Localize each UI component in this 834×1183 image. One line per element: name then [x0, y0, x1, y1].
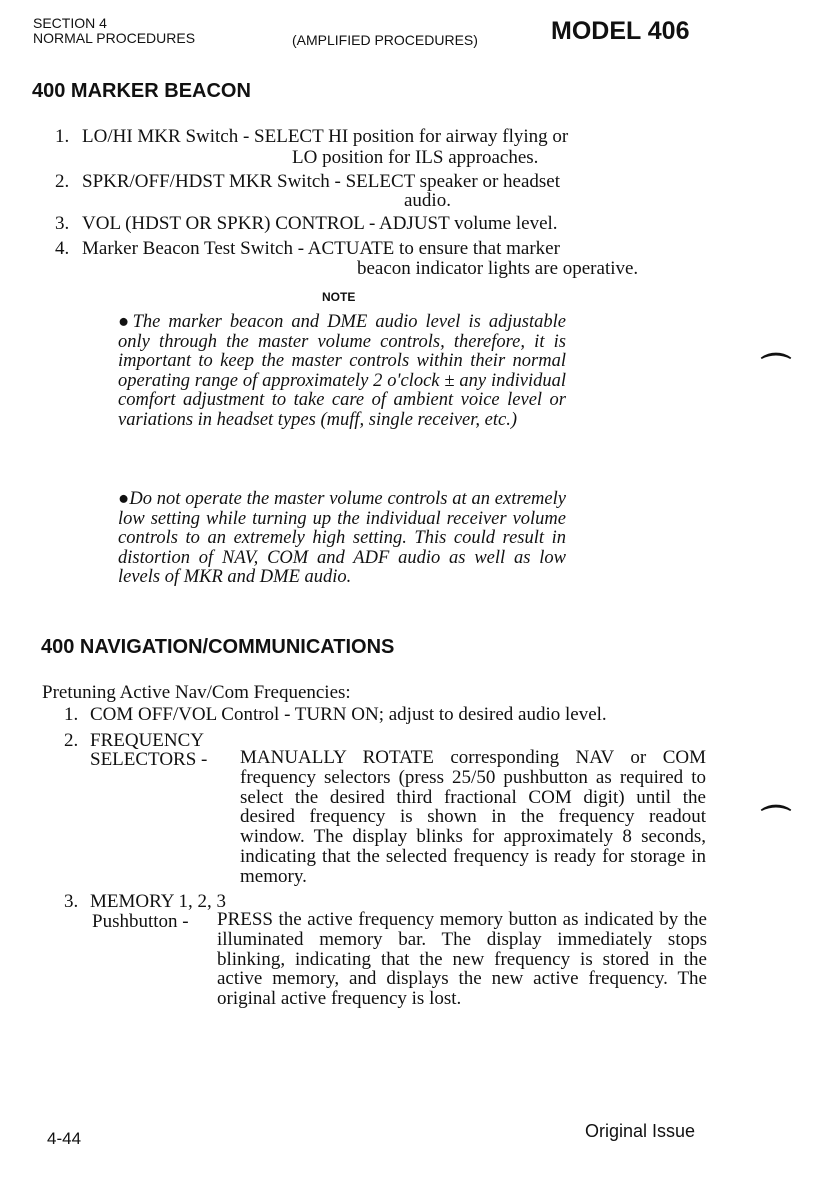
nc-step-3-label-2: Pushbutton - — [92, 911, 189, 932]
nc-step-1-num: 1. — [64, 704, 79, 725]
nc-step-2-num: 2. — [64, 730, 79, 751]
page-number: 4-44 — [47, 1129, 82, 1148]
mb-step-1-num: 1. — [55, 126, 70, 147]
note-text-1: The marker beacon and DME audio level is adjustable only through the master volume controls, therefore, it is important to keep the master controls within their normal operating range of approximately 2 o'clock ± any individual comfort adjustment to take care of ambient voice level or variations in headset types (muff, single receiver, etc.) — [118, 312, 566, 430]
mb-step-1-cont: LO position for ILS approaches. — [292, 147, 539, 168]
note-paragraph-1 — [118, 313, 566, 431]
nc-step-3-desc: PRESS the active frequency memory button as indicated by the illuminated memory bar. The display immediately stops blinking, indicating that the new frequency is stored in the active memory, and displays the new active frequency. The original active frequency is lost. — [217, 909, 707, 1010]
note-paragraph-2 — [118, 490, 566, 588]
mb-step-4-num: 4. — [55, 238, 70, 259]
nc-step-3-label-1: MEMORY 1, 2, 3 — [90, 891, 227, 912]
mb-step-1-text: LO/HI MKR Switch - SELECT HI position for airway flying or — [82, 126, 569, 147]
mb-step-2-cont: audio. — [404, 190, 451, 211]
mb-step-2-num: 2. — [55, 171, 70, 192]
change-bar-mark: ⌒ — [761, 805, 791, 838]
issue-label: Original Issue — [585, 1121, 696, 1141]
nc-step-1-text: COM OFF/VOL Control - TURN ON; adjust to desired audio level. — [90, 704, 607, 725]
mb-step-3-text: VOL (HDST OR SPKR) CONTROL - ADJUST volume level. — [82, 213, 558, 234]
model-label: MODEL 406 — [551, 17, 690, 45]
mb-step-2-text: SPKR/OFF/HDST MKR Switch - SELECT speaker or headset — [82, 171, 560, 192]
section-title: NORMAL PROCEDURES — [33, 30, 196, 46]
amplified-label: (AMPLIFIED PROCEDURES) — [292, 32, 478, 48]
nav-com-heading: 400 NAVIGATION/COMMUNICATIONS — [41, 636, 395, 658]
section-label — [33, 16, 195, 46]
mb-step-3-num: 3. — [55, 213, 70, 234]
bullet-icon: ● — [118, 489, 130, 509]
change-bar-mark: ⌒ — [761, 353, 791, 386]
note-label: NOTE — [322, 290, 356, 304]
nc-step-2-desc: MANUALLY ROTATE corresponding NAV or COM frequency selectors (press 25/50 pushbutton as required to select the desired third fractional COM digit) until the desired frequency is shown in the frequency readout window. The display blinks for approximately 8 seconds, indicating that the selected frequency is ready for storage in memory. — [240, 747, 706, 887]
nc-step-2-label-2: SELECTORS - — [90, 749, 208, 770]
mb-step-4-text: Marker Beacon Test Switch - ACTUATE to ensure that marker — [82, 238, 560, 259]
nav-com-intro: Pretuning Active Nav/Com Frequencies: — [42, 682, 351, 703]
mb-step-4-cont: beacon indicator lights are operative. — [357, 258, 639, 279]
nc-step-3-num: 3. — [64, 891, 79, 912]
nc-step-2-label-1: FREQUENCY — [90, 730, 205, 751]
note-text-2: Do not operate the master volume controls at an extremely low setting while turning up the individual receiver volume controls to an extremely high setting. This could result in distortion of NAV, COM and ADF audio as well as low levels of MKR and DME audio. — [118, 489, 566, 588]
bullet-icon: ● — [118, 312, 133, 332]
marker-beacon-heading: 400 MARKER BEACON — [32, 80, 251, 102]
section-number: SECTION 4 — [33, 15, 107, 31]
